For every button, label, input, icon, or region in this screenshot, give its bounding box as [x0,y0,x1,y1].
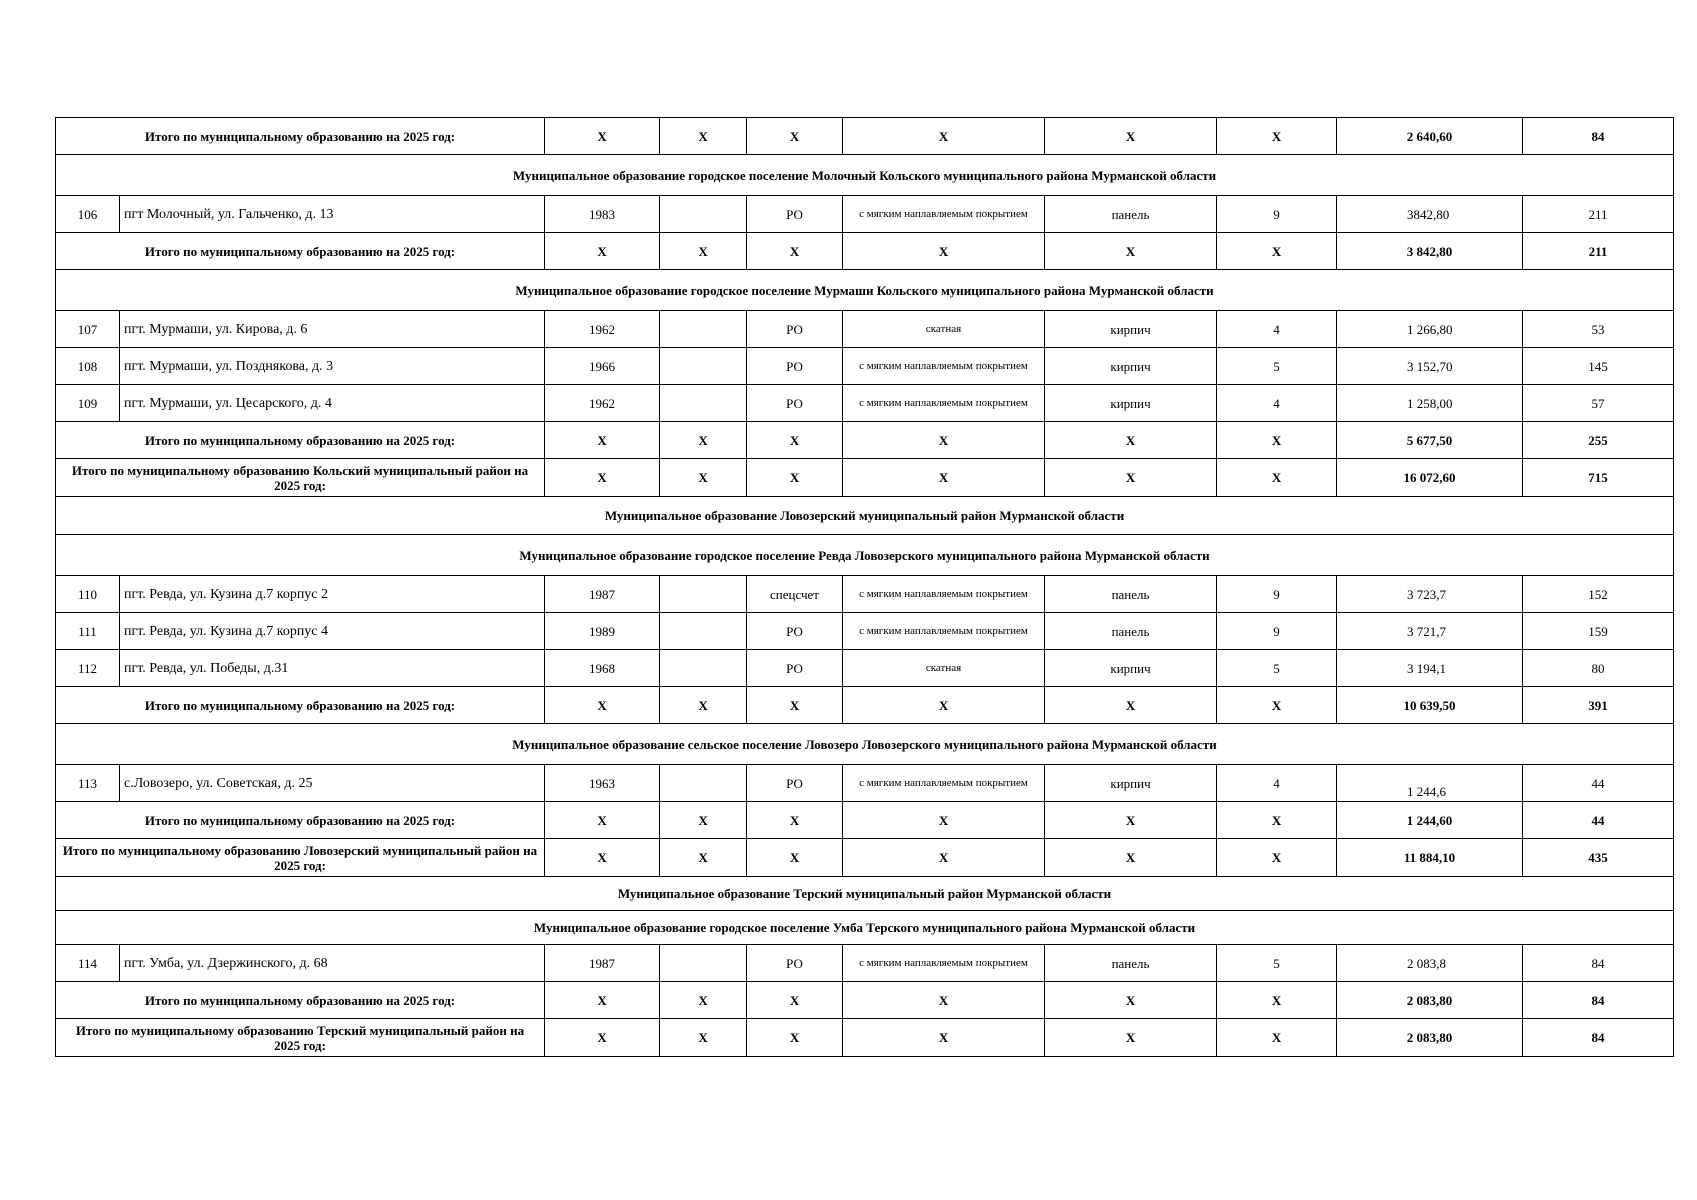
row-address: пгт. Мурмаши, ул. Кирова, д. 6 [120,311,545,348]
row-wall: кирпич [1045,311,1217,348]
row-account: спецсчет [747,576,843,613]
subtotal-label: Итого по муниципальному образованию Кольский муниципальный район на 2025 год: [56,459,545,497]
subtotal-mark: X [1217,233,1337,270]
row-account: РО [747,945,843,982]
subtotal-row [56,802,1674,839]
subtotal-count: 84 [1523,118,1674,155]
subtotal-mark: X [747,802,843,839]
subtotal-mark: X [747,118,843,155]
row-area: 1 266,80 [1337,311,1523,348]
subtotal-mark: X [1217,459,1337,497]
subtotal-row [56,982,1674,1019]
row-number: 112 [56,650,120,687]
subtotal-mark: X [747,839,843,877]
subtotal-mark: X [843,422,1045,459]
subtotal-area: 16 072,60 [1337,459,1523,497]
row-count: 145 [1523,348,1674,385]
section-title: Муниципальное образование Терский муниципальный район Мурманской области [56,877,1674,911]
row-year: 1962 [545,385,660,422]
row-count: 84 [1523,945,1674,982]
subtotal-mark: X [545,982,660,1019]
subtotal-mark: X [1045,839,1217,877]
subtotal-mark: X [1045,1019,1217,1057]
row-year: 1963 [545,765,660,802]
row-area: 1 244,6 [1337,765,1523,802]
section-header-row [56,911,1674,945]
table-row [56,650,1674,687]
subtotal-mark: X [747,982,843,1019]
row-address: пгт. Ревда, ул. Кузина д.7 корпус 4 [120,613,545,650]
row-floors: 9 [1217,613,1337,650]
subtotal-label: Итого по муниципальному образованию на 2025 год: [56,233,545,270]
subtotal-count: 211 [1523,233,1674,270]
section-header-row [56,270,1674,311]
subtotal-count: 255 [1523,422,1674,459]
section-title: Муниципальное образование городское поселение Мурмаши Кольского муниципального района Мурманской области [56,270,1674,311]
subtotal-mark: X [660,802,747,839]
row-wall: панель [1045,576,1217,613]
row-wall: кирпич [1045,765,1217,802]
table-row [56,196,1674,233]
subtotal-mark: X [1045,422,1217,459]
row-year: 1968 [545,650,660,687]
subtotal-mark: X [660,422,747,459]
subtotal-mark: X [1217,422,1337,459]
subtotal-mark: X [545,422,660,459]
row-year: 1966 [545,348,660,385]
subtotal-row [56,839,1674,877]
subtotal-label: Итого по муниципальному образованию на 2025 год: [56,422,545,459]
row-blank [660,613,747,650]
subtotal-mark: X [545,118,660,155]
subtotal-mark: X [843,459,1045,497]
row-floors: 5 [1217,650,1337,687]
row-roof: с мягким наплавляемым покрытием [843,196,1045,233]
section-header-row [56,497,1674,535]
row-wall: кирпич [1045,385,1217,422]
row-area: 3 723,7 [1337,576,1523,613]
row-count: 80 [1523,650,1674,687]
row-count: 53 [1523,311,1674,348]
row-roof: с мягким наплавляемым покрытием [843,576,1045,613]
row-blank [660,348,747,385]
subtotal-mark: X [545,802,660,839]
subtotal-count: 84 [1523,1019,1674,1057]
housing-register-table [55,117,1674,1057]
row-address: с.Ловозеро, ул. Советская, д. 25 [120,765,545,802]
row-roof: с мягким наплавляемым покрытием [843,765,1045,802]
subtotal-mark: X [843,1019,1045,1057]
subtotal-row [56,233,1674,270]
row-area: 3842,80 [1337,196,1523,233]
subtotal-mark: X [1217,687,1337,724]
row-wall: кирпич [1045,650,1217,687]
subtotal-mark: X [660,687,747,724]
subtotal-row [56,118,1674,155]
subtotal-row [56,459,1674,497]
subtotal-area: 2 083,80 [1337,982,1523,1019]
row-account: РО [747,196,843,233]
row-area: 2 083,8 [1337,945,1523,982]
row-area: 3 721,7 [1337,613,1523,650]
row-count: 57 [1523,385,1674,422]
subtotal-mark: X [1045,982,1217,1019]
section-title: Муниципальное образование сельское поселение Ловозеро Ловозерского муниципального района Мурманской области [56,724,1674,765]
subtotal-mark: X [843,118,1045,155]
subtotal-label: Итого по муниципальному образованию Терский муниципальный район на 2025 год: [56,1019,545,1057]
table-row [56,765,1674,802]
subtotal-mark: X [545,839,660,877]
row-number: 114 [56,945,120,982]
subtotal-count: 435 [1523,839,1674,877]
row-year: 1989 [545,613,660,650]
row-year: 1983 [545,196,660,233]
subtotal-row [56,1019,1674,1057]
subtotal-mark: X [843,233,1045,270]
subtotal-mark: X [545,233,660,270]
row-year: 1987 [545,945,660,982]
row-account: РО [747,613,843,650]
subtotal-mark: X [843,982,1045,1019]
subtotal-area: 10 639,50 [1337,687,1523,724]
row-number: 111 [56,613,120,650]
row-account: РО [747,765,843,802]
row-blank [660,196,747,233]
row-address: пгт. Ревда, ул. Кузина д.7 корпус 2 [120,576,545,613]
row-address: пгт. Ревда, ул. Победы, д.31 [120,650,545,687]
subtotal-count: 391 [1523,687,1674,724]
row-count: 211 [1523,196,1674,233]
row-floors: 5 [1217,348,1337,385]
section-header-row [56,877,1674,911]
row-number: 109 [56,385,120,422]
subtotal-area: 2 640,60 [1337,118,1523,155]
subtotal-label: Итого по муниципальному образованию на 2025 год: [56,687,545,724]
row-wall: кирпич [1045,348,1217,385]
row-roof: скатная [843,311,1045,348]
section-header-row [56,724,1674,765]
row-area: 3 194,1 [1337,650,1523,687]
subtotal-mark: X [1045,233,1217,270]
row-area: 1 258,00 [1337,385,1523,422]
row-roof: с мягким наплавляемым покрытием [843,945,1045,982]
subtotal-mark: X [545,1019,660,1057]
row-address: пгт. Умба, ул. Дзержинского, д. 68 [120,945,545,982]
row-address: пгт Молочный, ул. Гальченко, д. 13 [120,196,545,233]
row-roof: с мягким наплавляемым покрытием [843,613,1045,650]
subtotal-row [56,422,1674,459]
row-blank [660,765,747,802]
subtotal-count: 44 [1523,802,1674,839]
section-title: Муниципальное образование городское поселение Молочный Кольского муниципального района Мурманской области [56,155,1674,196]
subtotal-mark: X [843,839,1045,877]
subtotal-mark: X [747,1019,843,1057]
row-year: 1962 [545,311,660,348]
row-account: РО [747,348,843,385]
row-roof: скатная [843,650,1045,687]
subtotal-label: Итого по муниципальному образованию на 2025 год: [56,802,545,839]
row-blank [660,311,747,348]
row-account: РО [747,650,843,687]
row-floors: 5 [1217,945,1337,982]
subtotal-label: Итого по муниципальному образованию на 2025 год: [56,118,545,155]
subtotal-mark: X [660,1019,747,1057]
subtotal-mark: X [1045,118,1217,155]
subtotal-label: Итого по муниципальному образованию Ловозерский муниципальный район на 2025 год: [56,839,545,877]
table-row [56,385,1674,422]
subtotal-area: 1 244,60 [1337,802,1523,839]
row-blank [660,945,747,982]
row-number: 107 [56,311,120,348]
subtotal-mark: X [1045,802,1217,839]
subtotal-mark: X [660,982,747,1019]
row-floors: 4 [1217,311,1337,348]
subtotal-mark: X [1217,802,1337,839]
section-header-row [56,535,1674,576]
subtotal-mark: X [1045,687,1217,724]
subtotal-mark: X [1217,1019,1337,1057]
section-title: Муниципальное образование Ловозерский муниципальный район Мурманской области [56,497,1674,535]
row-number: 110 [56,576,120,613]
row-blank [660,385,747,422]
subtotal-row [56,687,1674,724]
table-row [56,613,1674,650]
subtotal-mark: X [747,687,843,724]
row-account: РО [747,385,843,422]
row-wall: панель [1045,945,1217,982]
row-address: пгт. Мурмаши, ул. Цесарского, д. 4 [120,385,545,422]
row-area: 3 152,70 [1337,348,1523,385]
subtotal-mark: X [660,459,747,497]
subtotal-area: 11 884,10 [1337,839,1523,877]
table-row [56,348,1674,385]
subtotal-mark: X [1217,839,1337,877]
subtotal-area: 2 083,80 [1337,1019,1523,1057]
subtotal-mark: X [660,233,747,270]
row-roof: с мягким наплавляемым покрытием [843,385,1045,422]
row-wall: панель [1045,196,1217,233]
subtotal-count: 715 [1523,459,1674,497]
table-row [56,311,1674,348]
subtotal-label: Итого по муниципальному образованию на 2025 год: [56,982,545,1019]
subtotal-mark: X [747,459,843,497]
row-roof: с мягким наплавляемым покрытием [843,348,1045,385]
subtotal-mark: X [1045,459,1217,497]
section-header-row [56,155,1674,196]
row-wall: панель [1045,613,1217,650]
subtotal-mark: X [843,802,1045,839]
row-count: 159 [1523,613,1674,650]
row-number: 113 [56,765,120,802]
row-blank [660,650,747,687]
row-floors: 4 [1217,385,1337,422]
row-count: 152 [1523,576,1674,613]
table-row [56,945,1674,982]
row-blank [660,576,747,613]
subtotal-mark: X [545,459,660,497]
row-count: 44 [1523,765,1674,802]
subtotal-mark: X [1217,982,1337,1019]
table-row [56,576,1674,613]
subtotal-area: 3 842,80 [1337,233,1523,270]
subtotal-mark: X [747,233,843,270]
row-year: 1987 [545,576,660,613]
section-title: Муниципальное образование городское поселение Умба Терского муниципального района Мурманской области [56,911,1674,945]
subtotal-mark: X [660,839,747,877]
subtotal-area: 5 677,50 [1337,422,1523,459]
subtotal-mark: X [660,118,747,155]
subtotal-mark: X [843,687,1045,724]
row-floors: 4 [1217,765,1337,802]
row-number: 106 [56,196,120,233]
subtotal-mark: X [545,687,660,724]
row-floors: 9 [1217,576,1337,613]
section-title: Муниципальное образование городское поселение Ревда Ловозерского муниципального района Мурманской области [56,535,1674,576]
subtotal-mark: X [747,422,843,459]
row-floors: 9 [1217,196,1337,233]
subtotal-count: 84 [1523,982,1674,1019]
row-address: пгт. Мурмаши, ул. Позднякова, д. 3 [120,348,545,385]
row-number: 108 [56,348,120,385]
table-body [56,118,1674,1057]
row-account: РО [747,311,843,348]
subtotal-mark: X [1217,118,1337,155]
